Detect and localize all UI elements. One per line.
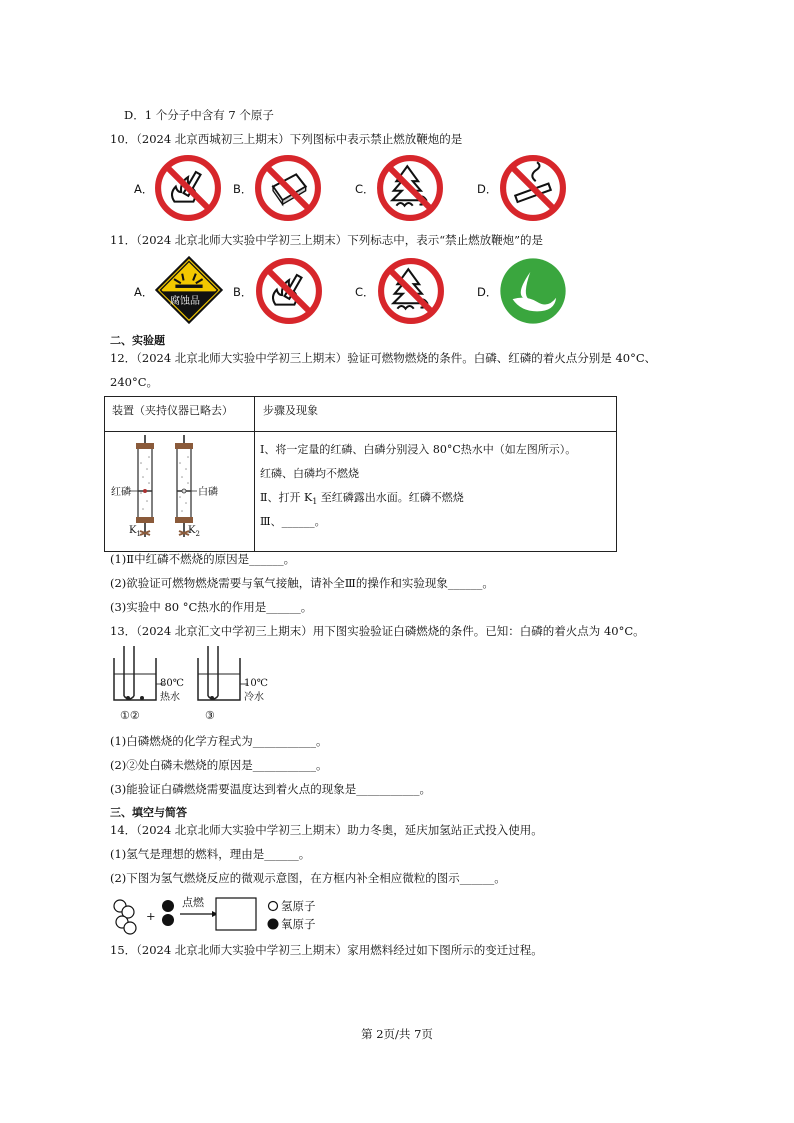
no-smoking-icon [499,154,567,222]
section-3-title: 三、填空与简答 [110,806,187,819]
step-3: Ⅲ、______。 [260,515,326,528]
label-white-phosphorus: 白磷 [198,487,218,498]
no-matches-icon [254,154,322,222]
q13-sub1: (1)白磷燃烧的化学方程式为___________。 [110,734,328,748]
legend-hydrogen-atom: 氢原子 [281,899,316,913]
no-forest-fire-icon [376,154,444,222]
mark-left-beaker: ①② [120,709,140,722]
label-valve-k2: $K_2$ [188,525,200,538]
no-forest-fire-icon [377,257,445,325]
q12-table [104,396,617,552]
q9-option-d: D．1 个分子中含有 7 个原子 [124,108,274,122]
step-2: Ⅱ、打开 $K_1$ 至红磷露出水面。红磷不燃烧 [260,491,464,507]
q10-option-d-label: D． [477,182,498,196]
hot-water-temp: 80℃ [160,678,184,689]
q14-stem: 14．（2024 北京北师大实验中学初三上期末）助力冬奥，延庆加氢站正式投入使用。 [110,823,543,837]
q10-stem: 10．（2024 北京西城初三上期末）下列图标中表示禁止燃放鞭炮的是 [110,132,463,146]
q13-sub3: (3)能验证白磷燃烧需要温度达到着火点的现象是___________。 [110,782,432,796]
q13-sub2: (2)②处白磷未燃烧的原因是___________。 [110,758,328,772]
q11-stem: 11．（2024 北京北师大实验中学初三上期末）下列标志中，表示“禁止燃放鞭炮”的是 [110,233,544,247]
no-fireworks-icon [154,154,222,222]
step-1-result: 红磷、白磷均不燃烧 [260,467,359,480]
mark-right-beaker: ③ [205,709,215,722]
q12-sub2: (2)欲验证可燃物燃烧需要与氧气接触，请补全Ⅲ的操作和实验现象______。 [110,576,494,590]
q12-stem-line1: 12．（2024 北京北师大实验中学初三上期末）验证可燃物燃烧的条件。白磷、红磷的着火点分别是 40°C、 [110,351,657,365]
plus-sign: + [146,909,156,923]
cold-water-label: 冷水 [244,692,264,703]
q11-option-a-label: A． [134,285,154,299]
table-header-apparatus: 装置（夹持仪器已略去） [112,404,233,417]
q10-option-a-label: A． [134,182,154,196]
q14-sub2: (2)下图为氢气燃烧反应的微观示意图，在方框内补全相应微粒的图示______。 [110,871,506,885]
reaction-condition: 点燃 [182,896,204,909]
corrosive-label: 腐蚀品 [170,296,200,307]
water-saving-icon [499,257,567,325]
corrosive-warning-icon [155,256,223,324]
step-1: Ⅰ、将一定量的红磷、白磷分别浸入 80°C热水中（如左图所示）。 [260,443,577,456]
q11-option-c-label: C． [355,285,375,299]
q10-option-b-label: B． [233,182,253,196]
cold-water-temp: 10℃ [244,678,268,689]
legend-oxygen-atom: 氧原子 [281,917,316,931]
no-fireworks-icon [255,257,323,325]
table-column-divider [254,397,255,551]
q14-sub1: (1)氢气是理想的燃料，理由是______。 [110,847,311,861]
table-header-steps: 步骤及现象 [263,404,318,417]
q12-stem-line2: 240°C。 [110,375,158,389]
q12-sub3: (3)实验中 80 °C热水的作用是______。 [110,600,313,614]
q10-option-c-label: C． [355,182,375,196]
q12-sub1: (1)Ⅱ中红磷不燃烧的原因是______。 [110,552,296,566]
q11-option-b-label: B． [233,285,253,299]
section-2-title: 二、实验题 [110,334,165,347]
label-red-phosphorus: 红磷 [111,487,131,498]
hot-water-label: 热水 [160,692,180,703]
q15-stem: 15．（2024 北京北师大实验中学初三上期末）家用燃料经过如下图所示的变迁过程。 [110,943,543,957]
label-valve-k1: $K_1$ [129,525,141,538]
page-number: 第 2页/共 7页 [361,1027,433,1041]
q11-option-d-label: D． [477,285,498,299]
q13-stem: 13．（2024 北京汇文中学初三上期末）用下图实验验证白磷燃烧的条件。已知：白磷的着火点为 40°C。 [110,624,645,638]
